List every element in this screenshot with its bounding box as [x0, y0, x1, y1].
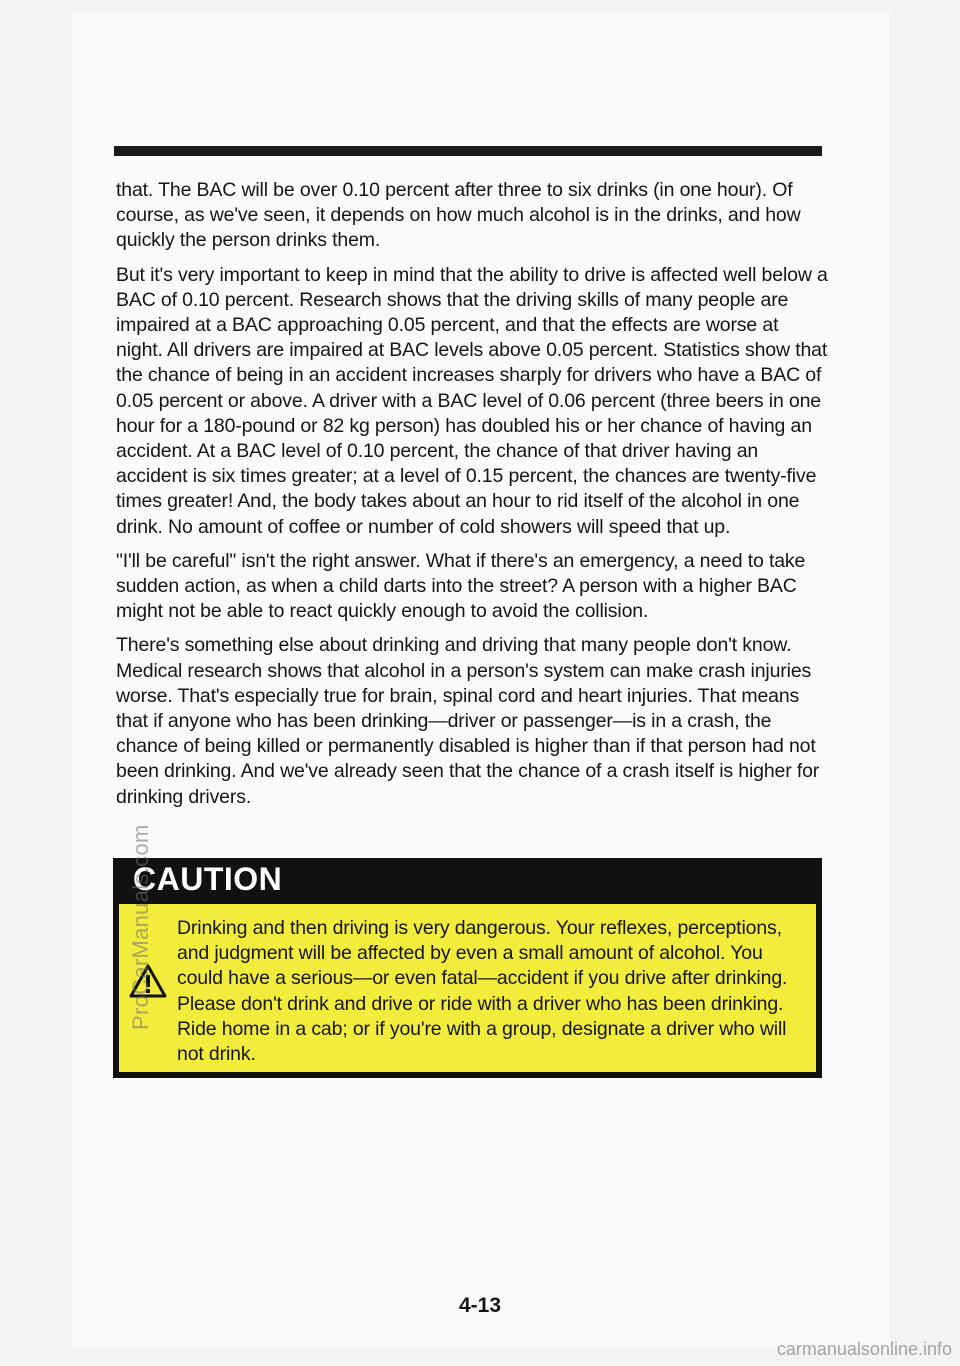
paragraph-bac-over-limit: that. The BAC will be over 0.10 percent after three to six drinks (in one hour). Of course, as we've seen, it depends on how much alcohol is in the drinks, and how quickly the person drinks them. [116, 179, 801, 252]
body-text [116, 178, 828, 819]
paragraph-impairment-statistics: But it's very important to keep in mind that the ability to drive is affected well below a BAC of 0.10 percent. Research shows that the driving skills of many people are impaired at a BAC approaching 0.05 percent, and that the effects are worse at night. All drivers are impaired at BAC levels above 0.05 percent. Statistics show that the chance of being in an accident increases sharply for drivers who have a BAC of 0.05 percent or above. A driver with a BAC level of 0.06 percent (three beers in one hour for a 180-pound or 82 kg person) has doubled his or her chance of having an accident. At a BAC level of 0.10 percent, the chance of that driver having an accident is six times greater; at a level of 0.15 percent, the chances are twenty-five times greater! And, the body takes about an hour to rid itself of the alcohol in one drink. No amount of coffee or number of cold showers will speed that up. [116, 263, 828, 538]
caution-box [113, 858, 822, 1078]
paragraph-crash-injuries: There's something else about drinking and driving that many people don't know. Medical research shows that alcohol in a person's system can make crash injuries worse. That's especially true for brain, spinal cord and heart injuries. That means that if anyone who has been drinking—driver or passenger—is in a crash, the chance of being killed or permanently disabled is higher than if that person had not been drinking. And we've already seen that the chance of a crash itself is higher for drinking drivers. [116, 634, 820, 808]
page-number: 4-13 [458, 1294, 502, 1317]
section-rule [114, 146, 822, 156]
paragraph-careful-answer: "I'll be careful" isn't the right answer. What if there's an emergency, a need to take sudden action, as when a child darts into the street? A person with a higher BAC might not be able to react quickly enough to avoid the collision. [116, 549, 806, 623]
caution-body [119, 904, 816, 1072]
caution-title: CAUTION [133, 861, 283, 897]
caution-header [113, 858, 822, 904]
caution-text: Drinking and then driving is very dangerous. Your reflexes, perceptions, and judgment will be affected by even a small amount of alcohol. You could have a serious—or even fatal—accident if you drive after drinking. Please don't drink and drive or ride with a driver who has been drinking. Ride home in a cab; or if you're with a group, designate a driver who will not drink. [177, 917, 788, 1066]
watermark-corner: carmanualsonline.info [776, 1339, 952, 1359]
watermark-side: ProCarManuals.com [128, 824, 153, 1030]
